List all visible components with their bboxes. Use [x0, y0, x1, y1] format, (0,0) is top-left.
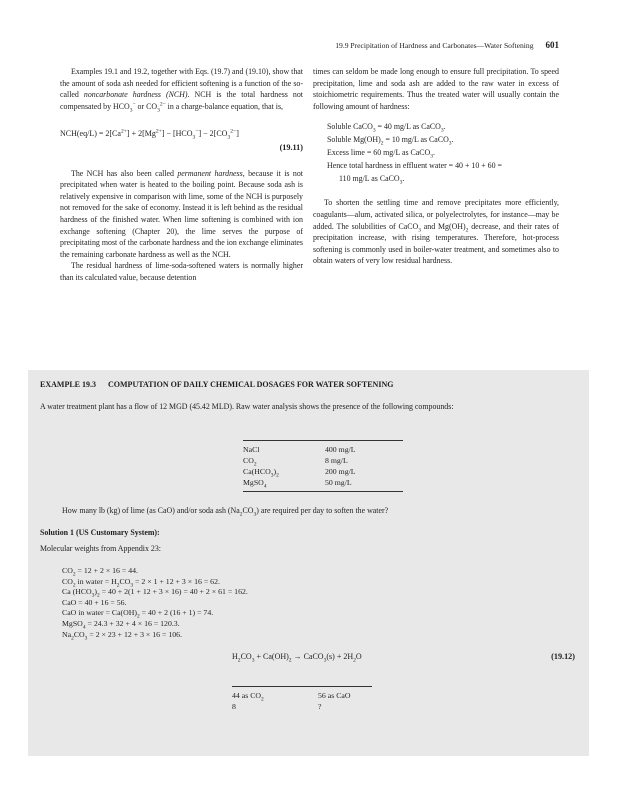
example-title	[40, 380, 393, 389]
calc-line: CaO in water = $Ca(OH)_2 = 40 + 2$ (16 + 1) = 74.	[62, 608, 214, 620]
left-column	[60, 66, 303, 284]
example-text: A water treatment plant has a flow of 12 MGD (45.42 MLD). Raw water analysis shows the presence of the following compounds:	[40, 402, 454, 411]
molecular-weights	[62, 566, 248, 640]
ratio-table	[232, 686, 372, 712]
hardness-line: Hence total hardness in effluent water = 40 + 10 + 60 =	[327, 161, 502, 171]
right-column	[313, 66, 559, 267]
calc-line: $CO_2 = 12 + 2 \times 16 = 44$.	[62, 566, 138, 578]
calc-line: $Na_2CO_3 = 2 \times 23 + 12 + 3 \times 16 = 106$.	[62, 629, 183, 642]
paragraph-permanent-hardness: The NCH has also been called permanent hardness, because it is not precipitated when water is heated to the boiling point. Because soda ash is relatively expensive in comparison with lime, some of the NCH is purposely not removed for the sake of economy. Instead it is left behind as the residual hardness of the finished water. When lime softening is combined with ion exchange softening (Chapter 20), the lime serves the purpose of precipitating most of the carbonate hardness and the ion exchange eliminates the remaining carbonate hardness as well as the NCH.	[60, 168, 303, 259]
table-row: MgSO$_4$ 50 mg/L	[243, 478, 352, 490]
equation-number: (19.11)	[279, 142, 303, 152]
calc-line: CaO = 40 + 16 = 56.	[62, 597, 127, 607]
table-row: 44 as $CO_2$ 56 as CaO	[232, 691, 351, 703]
hardness-line: Soluble CaCO$_3$ = 40 mg/L as CaCO$_3$.	[327, 122, 446, 134]
calc-line: $CO_2$ in water = $H_2CO_3 = 2 \times 1 + 12 + 3 \times 16 = 62$.	[62, 576, 220, 589]
paragraph-residual-hardness: The residual hardness of lime-soda-softened waters is normally higher than its calculated value, because detention	[60, 261, 303, 282]
example-heading: COMPUTATION OF DAILY CHEMICAL DOSAGES FOR WATER SOFTENING	[108, 380, 394, 389]
table-row: NaCl 400 mg/L	[243, 445, 356, 454]
compounds-table	[243, 440, 403, 492]
paragraph-detention: times can seldom be made long enough to ensure full precipitation. To speed precipitation, lime and soda ash are added to the raw water in excess of stoichiometric requirements. Thus the treated water will usually contain the following amount of hardness:	[313, 67, 559, 111]
solution-title: Solution 1 (US Customary System):	[40, 528, 160, 537]
page-number: 601	[545, 40, 559, 50]
example-box	[28, 370, 589, 756]
running-header	[335, 40, 559, 50]
hardness-line: Soluble $Mg(OH)_2 = 10$ mg/L as CaCO$_3$.	[327, 135, 454, 147]
table-row: $Ca(HCO_3)_2$ 200 mg/L	[243, 467, 356, 479]
calc-line: Ca $(HCO_3)_2 = 40 + 2(1 + 12 + 3 \times 16) = 40 + 2 \times 61 = 162$.	[62, 587, 248, 599]
example-question: How many lb (kg) of lime (as CaO) and/or soda ash $(Na_2CO_3)$ are required per day to soften the water?	[62, 506, 389, 518]
hardness-line: 110 mg/L as CaCO$_3$.	[339, 174, 405, 186]
hardness-line: Excess lime = 60 mg/L as CaCO$_3$.	[327, 148, 435, 160]
reaction-equation: $H_2CO_3 + Ca(OH)_2$ → CaCO$_3$(s) + $2H_2O$	[232, 652, 362, 664]
example-label: EXAMPLE 19.3	[40, 380, 96, 389]
reaction-number: (19.12)	[551, 652, 575, 661]
paragraph-nch-intro: Examples 19.1 and 19.2, together with Eqs. (19.7) and (19.10), show that the amount of soda ash needed for efficient softening is a function of the so-called noncarbonate hardness (NCH). NCH is the total hardness not compensated by $HCO_3^-$ or $CO_3^{2-}$ in a charge-balance equation, that is,	[60, 67, 304, 114]
solution-subtitle: Molecular weights from Appendix 23:	[40, 544, 161, 553]
hardness-list	[327, 120, 559, 185]
equation-nch: $NCH(eq/L) = 2[Ca^{2+}] + 2[Mg^{2+}] - [HCO_3^-] - 2[CO_3^{2-}]$	[60, 128, 239, 141]
section-title: 19.9 Precipitation of Hardness and Carbonates—Water Softening	[335, 41, 534, 50]
table-row: $CO_2$ 8 mg/L	[243, 456, 348, 468]
calc-line: MgSO$_4$ = 24.3 + 32 + 4 × 16 = 120.3.	[62, 618, 180, 631]
table-row: 8 ?	[232, 702, 322, 711]
paragraph-coagulants: To shorten the settling time and remove precipitates more efficiently, coagulants—alum, activated silica, or polyelectrolytes, for instance—may be added. The solubilities of CaCO$_3$ and $Mg(OH)_2$ decrease, and their rates of precipitation increase, with rising temperatures. Therefore, hot-process softening is commonly used in boiler-water treatment, and sometimes also to obtain waters of very low residual hardness.	[313, 198, 560, 266]
